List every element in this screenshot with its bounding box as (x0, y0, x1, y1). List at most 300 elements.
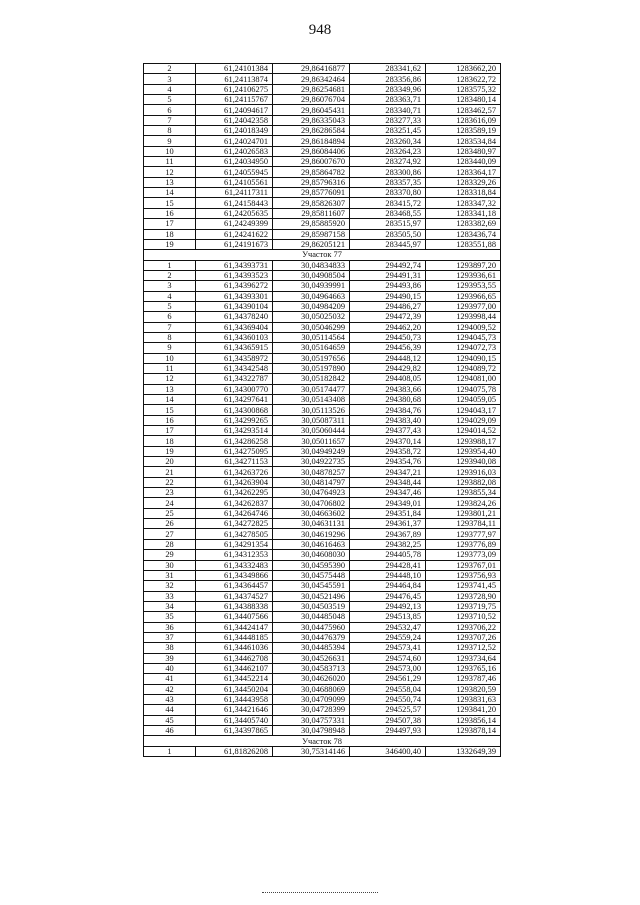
coordinate-cell: 61,24113874 (196, 74, 273, 84)
coordinate-cell: 283370,80 (350, 188, 426, 198)
coordinate-cell: 283515,97 (350, 219, 426, 229)
coordinate-cell: 61,34262295 (196, 488, 273, 498)
point-number-cell: 36 (144, 622, 196, 632)
coordinate-cell: 1293820,59 (426, 684, 501, 694)
point-number-cell: 8 (144, 126, 196, 136)
coordinate-cell: 294532,47 (350, 622, 426, 632)
coordinate-cell: 283357,35 (350, 177, 426, 187)
point-number-cell: 17 (144, 219, 196, 229)
table-row (144, 570, 501, 580)
point-number-cell: 45 (144, 715, 196, 725)
coordinate-cell: 29,85811607 (273, 208, 350, 218)
coordinate-cell: 61,34448185 (196, 632, 273, 642)
table-row (144, 188, 501, 198)
coordinate-cell: 30,04526631 (273, 653, 350, 663)
coordinate-cell: 30,04485394 (273, 643, 350, 653)
coordinate-cell: 294380,68 (350, 395, 426, 405)
table-row (144, 332, 501, 342)
coordinate-cell: 1293741,45 (426, 581, 501, 591)
coordinate-cell: 61,34360103 (196, 332, 273, 342)
coordinate-cell: 294559,24 (350, 632, 426, 642)
point-number-cell: 31 (144, 570, 196, 580)
coordinate-cell: 30,04834833 (273, 260, 350, 270)
point-number-cell: 41 (144, 674, 196, 684)
coordinate-cell: 61,81826208 (196, 746, 273, 756)
coordinate-cell: 61,34349866 (196, 570, 273, 580)
coordinate-cell: 30,04595390 (273, 560, 350, 570)
point-number-cell: 44 (144, 705, 196, 715)
coordinate-cell: 61,34271153 (196, 457, 273, 467)
coordinate-cell: 61,34312353 (196, 550, 273, 560)
coordinate-cell: 30,04626020 (273, 674, 350, 684)
table-row (144, 384, 501, 394)
coordinate-cell: 1283318,84 (426, 188, 501, 198)
coordinate-cell: 29,85826307 (273, 198, 350, 208)
point-number-cell: 18 (144, 229, 196, 239)
coordinate-cell: 294561,29 (350, 674, 426, 684)
coordinate-cell: 29,86205121 (273, 239, 350, 249)
coordinate-cell: 30,04545591 (273, 581, 350, 591)
coordinate-cell: 30,05087311 (273, 415, 350, 425)
coordinate-cell: 29,86254681 (273, 84, 350, 94)
table-row (144, 146, 501, 156)
coordinate-cell: 30,04728399 (273, 705, 350, 715)
point-number-cell: 6 (144, 105, 196, 115)
coordinate-cell: 294408,05 (350, 374, 426, 384)
point-number-cell: 25 (144, 508, 196, 518)
coordinate-cell: 294448,10 (350, 570, 426, 580)
coordinate-cell: 61,24055945 (196, 167, 273, 177)
point-number-cell: 46 (144, 726, 196, 736)
table-row (144, 208, 501, 218)
coordinate-cell: 294348,44 (350, 477, 426, 487)
coordinate-cell: 30,04984209 (273, 301, 350, 311)
coordinate-cell: 61,34396272 (196, 281, 273, 291)
coordinate-cell: 30,05025032 (273, 312, 350, 322)
coordinate-cell: 61,34278505 (196, 529, 273, 539)
coordinate-cell: 1293706,22 (426, 622, 501, 632)
table-row (144, 281, 501, 291)
coordinate-cell: 61,24026583 (196, 146, 273, 156)
coordinate-cell: 1293878,14 (426, 726, 501, 736)
coordinate-cell: 30,04475960 (273, 622, 350, 632)
coordinate-cell: 294450,73 (350, 332, 426, 342)
coordinate-cell: 1293784,11 (426, 519, 501, 529)
table-row (144, 198, 501, 208)
coordinate-cell: 61,34393731 (196, 260, 273, 270)
coordinate-cell: 61,24205635 (196, 208, 273, 218)
coordinate-cell: 1293841,20 (426, 705, 501, 715)
coordinate-cell: 294558,04 (350, 684, 426, 694)
point-number-cell: 1 (144, 260, 196, 270)
table-row (144, 446, 501, 456)
coordinate-cell: 61,34262837 (196, 498, 273, 508)
coordinate-cell: 346400,40 (350, 746, 426, 756)
point-number-cell: 17 (144, 426, 196, 436)
coordinate-cell: 61,34322787 (196, 374, 273, 384)
coordinate-cell: 30,05197656 (273, 353, 350, 363)
table-row (144, 539, 501, 549)
coordinate-cell: 294351,84 (350, 508, 426, 518)
point-number-cell: 9 (144, 136, 196, 146)
coordinate-cell: 1293710,52 (426, 612, 501, 622)
coordinate-cell: 294384,76 (350, 405, 426, 415)
point-number-cell: 34 (144, 601, 196, 611)
table-row (144, 177, 501, 187)
table-row (144, 343, 501, 353)
coordinate-cell: 294383,40 (350, 415, 426, 425)
coordinate-cell: 61,34365915 (196, 343, 273, 353)
point-number-cell: 15 (144, 198, 196, 208)
coordinate-cell: 30,04949249 (273, 446, 350, 456)
coordinate-cell: 61,24115767 (196, 95, 273, 105)
coordinate-cell: 1294081,00 (426, 374, 501, 384)
section-header-row (144, 250, 501, 260)
coordinate-cell: 29,85864782 (273, 167, 350, 177)
table-row (144, 239, 501, 249)
coordinate-cell: 61,34275095 (196, 446, 273, 456)
coordinate-cell: 61,34358972 (196, 353, 273, 363)
coordinate-cell: 294347,46 (350, 488, 426, 498)
coordinate-cell: 61,34332483 (196, 560, 273, 570)
table-row (144, 674, 501, 684)
coordinate-cell: 1332649,39 (426, 746, 501, 756)
coordinate-cell: 61,34272825 (196, 519, 273, 529)
coordinate-cell: 1283382,69 (426, 219, 501, 229)
coordinate-cell: 61,34291354 (196, 539, 273, 549)
coordinate-cell: 1293966,65 (426, 291, 501, 301)
coordinate-cell: 294456,39 (350, 343, 426, 353)
coordinate-cell: 30,04663602 (273, 508, 350, 518)
coordinate-cell: 294507,38 (350, 715, 426, 725)
coordinate-cell: 1294072,73 (426, 343, 501, 353)
coordinate-cell: 61,34297641 (196, 395, 273, 405)
coordinate-cell: 1283329,26 (426, 177, 501, 187)
coordinate-cell: 61,34462107 (196, 663, 273, 673)
coordinate-cell: 294497,93 (350, 726, 426, 736)
coordinate-cell: 283341,62 (350, 64, 426, 74)
coordinate-cell: 30,04485048 (273, 612, 350, 622)
table-row (144, 322, 501, 332)
coordinate-cell: 61,24105561 (196, 177, 273, 187)
point-number-cell: 3 (144, 74, 196, 84)
coordinate-cell: 294472,39 (350, 312, 426, 322)
point-number-cell: 7 (144, 322, 196, 332)
coordinate-cell: 30,04575448 (273, 570, 350, 580)
coordinate-cell: 294428,41 (350, 560, 426, 570)
coordinate-cell: 1283622,72 (426, 74, 501, 84)
coordinate-cell: 30,04503519 (273, 601, 350, 611)
coordinate-cell: 29,86416877 (273, 64, 350, 74)
point-number-cell: 32 (144, 581, 196, 591)
table-row (144, 726, 501, 736)
table-row (144, 353, 501, 363)
coordinate-cell: 61,34264746 (196, 508, 273, 518)
coordinate-cell: 1293936,61 (426, 270, 501, 280)
coordinate-cell: 1294045,73 (426, 332, 501, 342)
point-number-cell: 7 (144, 115, 196, 125)
coordinate-cell: 30,05197890 (273, 363, 350, 373)
point-number-cell: 4 (144, 291, 196, 301)
coordinate-cell: 61,24034950 (196, 157, 273, 167)
table-row (144, 260, 501, 270)
coordinate-cell: 30,05046299 (273, 322, 350, 332)
table-row (144, 705, 501, 715)
coordinate-cell: 294429,82 (350, 363, 426, 373)
section-title: Участок 77 (144, 250, 501, 260)
point-number-cell: 10 (144, 353, 196, 363)
coordinate-cell: 1283575,32 (426, 84, 501, 94)
point-number-cell: 11 (144, 157, 196, 167)
coordinate-cell: 283505,50 (350, 229, 426, 239)
coordinate-cell: 61,34397865 (196, 726, 273, 736)
coordinate-cell: 1294090,15 (426, 353, 501, 363)
coordinate-cell: 1283364,17 (426, 167, 501, 177)
coordinate-cell: 294361,37 (350, 519, 426, 529)
coordinate-cell: 1293776,89 (426, 539, 501, 549)
coordinate-cell: 30,04878257 (273, 467, 350, 477)
table-row (144, 157, 501, 167)
table-row (144, 632, 501, 642)
coordinate-cell: 30,05143408 (273, 395, 350, 405)
table-row (144, 477, 501, 487)
coordinate-cell: 61,24191673 (196, 239, 273, 249)
coordinate-cell: 29,86007670 (273, 157, 350, 167)
table-row (144, 519, 501, 529)
table-row (144, 291, 501, 301)
coordinate-cell: 283340,71 (350, 105, 426, 115)
coordinate-cell: 1293977,00 (426, 301, 501, 311)
coordinate-cell: 29,85885920 (273, 219, 350, 229)
coordinate-cell: 1283616,09 (426, 115, 501, 125)
table-row (144, 663, 501, 673)
coordinate-cell: 29,86076704 (273, 95, 350, 105)
coordinate-cell: 1293831,63 (426, 694, 501, 704)
coordinate-cell: 30,75314146 (273, 746, 350, 756)
coordinate-cell: 1293728,90 (426, 591, 501, 601)
coordinate-cell: 29,85776091 (273, 188, 350, 198)
coordinate-cell: 30,04608030 (273, 550, 350, 560)
coordinate-cell: 61,34286258 (196, 436, 273, 446)
point-number-cell: 39 (144, 653, 196, 663)
coordinate-cell: 294476,45 (350, 591, 426, 601)
coordinate-cell: 30,04521496 (273, 591, 350, 601)
coordinate-cell: 29,86184894 (273, 136, 350, 146)
coordinate-cell: 1283534,84 (426, 136, 501, 146)
coordinate-cell: 61,34421646 (196, 705, 273, 715)
coordinate-cell: 61,34461036 (196, 643, 273, 653)
coordinate-cell: 30,05113526 (273, 405, 350, 415)
coordinate-cell: 283277,33 (350, 115, 426, 125)
point-number-cell: 10 (144, 146, 196, 156)
point-number-cell: 3 (144, 281, 196, 291)
table-row (144, 374, 501, 384)
coordinate-cell: 61,34300770 (196, 384, 273, 394)
coordinate-cell: 283251,45 (350, 126, 426, 136)
point-number-cell: 8 (144, 332, 196, 342)
coordinate-cell: 1293712,52 (426, 643, 501, 653)
table-row (144, 601, 501, 611)
coordinate-cell: 61,24241622 (196, 229, 273, 239)
coordinate-cell: 1293856,14 (426, 715, 501, 725)
point-number-cell: 14 (144, 395, 196, 405)
coordinate-cell: 1293767,01 (426, 560, 501, 570)
coordinate-cell: 29,86342464 (273, 74, 350, 84)
coordinate-cell: 61,34424147 (196, 622, 273, 632)
point-number-cell: 18 (144, 436, 196, 446)
coordinate-cell: 283349,96 (350, 84, 426, 94)
coordinate-cell: 1293824,26 (426, 498, 501, 508)
coordinate-cell: 294382,25 (350, 539, 426, 549)
point-number-cell: 24 (144, 498, 196, 508)
coordinate-cell: 30,04688069 (273, 684, 350, 694)
table-row (144, 622, 501, 632)
coordinate-cell: 61,34407566 (196, 612, 273, 622)
coordinate-cell: 1294089,72 (426, 363, 501, 373)
point-number-cell: 16 (144, 208, 196, 218)
table-row (144, 694, 501, 704)
coordinate-cell: 61,34393523 (196, 270, 273, 280)
coordinate-cell: 1294043,17 (426, 405, 501, 415)
coordinate-cell: 30,04764923 (273, 488, 350, 498)
coordinate-cell: 30,05011657 (273, 436, 350, 446)
table-row (144, 415, 501, 425)
coordinate-cell: 1294009,52 (426, 322, 501, 332)
coordinate-cell: 294347,21 (350, 467, 426, 477)
coordinate-cell: 1293787,46 (426, 674, 501, 684)
table-row (144, 74, 501, 84)
coordinate-cell: 1294075,78 (426, 384, 501, 394)
coordinate-cell: 30,05114564 (273, 332, 350, 342)
coordinate-cell: 1293954,40 (426, 446, 501, 456)
table-row (144, 426, 501, 436)
coordinate-cell: 30,04964663 (273, 291, 350, 301)
coordinate-cell: 1293777,97 (426, 529, 501, 539)
coordinate-cell: 1293953,55 (426, 281, 501, 291)
coordinate-cell: 30,04631131 (273, 519, 350, 529)
coordinate-cell: 294462,20 (350, 322, 426, 332)
point-number-cell: 6 (144, 312, 196, 322)
coordinates-table-body (144, 64, 501, 757)
coordinate-cell: 294354,76 (350, 457, 426, 467)
table-row (144, 560, 501, 570)
point-number-cell: 5 (144, 95, 196, 105)
coordinate-cell: 29,86335043 (273, 115, 350, 125)
point-number-cell: 20 (144, 457, 196, 467)
point-number-cell: 22 (144, 477, 196, 487)
coordinate-cell: 61,34393301 (196, 291, 273, 301)
coordinate-cell: 30,04619296 (273, 529, 350, 539)
coordinate-cell: 1283347,32 (426, 198, 501, 208)
coordinate-cell: 1293734,64 (426, 653, 501, 663)
point-number-cell: 30 (144, 560, 196, 570)
table-row (144, 95, 501, 105)
coordinate-cell: 1293719,75 (426, 601, 501, 611)
coordinate-cell: 294525,57 (350, 705, 426, 715)
table-row (144, 105, 501, 115)
table-row (144, 395, 501, 405)
coordinate-cell: 61,24101384 (196, 64, 273, 74)
coordinate-cell: 283415,72 (350, 198, 426, 208)
coordinate-cell: 1283589,19 (426, 126, 501, 136)
point-number-cell: 4 (144, 84, 196, 94)
coordinate-cell: 294377,43 (350, 426, 426, 436)
coordinate-cell: 61,34263904 (196, 477, 273, 487)
coordinate-cell: 29,85796316 (273, 177, 350, 187)
coordinate-cell: 30,04757331 (273, 715, 350, 725)
point-number-cell: 19 (144, 446, 196, 456)
coordinate-cell: 61,34388338 (196, 601, 273, 611)
coordinate-cell: 61,34299265 (196, 415, 273, 425)
point-number-cell: 23 (144, 488, 196, 498)
table-row (144, 270, 501, 280)
section-title: Участок 78 (144, 736, 501, 746)
table-row (144, 312, 501, 322)
table-row (144, 488, 501, 498)
coordinate-cell: 61,34293514 (196, 426, 273, 436)
coordinate-cell: 1283662,20 (426, 64, 501, 74)
table-row (144, 653, 501, 663)
coordinate-cell: 30,05060444 (273, 426, 350, 436)
coordinate-cell: 1293855,34 (426, 488, 501, 498)
coordinate-cell: 294574,60 (350, 653, 426, 663)
point-number-cell: 27 (144, 529, 196, 539)
table-row (144, 715, 501, 725)
coordinate-cell: 1283436,74 (426, 229, 501, 239)
coordinate-cell: 283264,23 (350, 146, 426, 156)
coordinate-cell: 283356,86 (350, 74, 426, 84)
table-row (144, 64, 501, 74)
coordinate-cell: 61,24249399 (196, 219, 273, 229)
coordinate-cell: 294486,27 (350, 301, 426, 311)
point-number-cell: 40 (144, 663, 196, 673)
table-row (144, 529, 501, 539)
coordinate-cell: 1293765,16 (426, 663, 501, 673)
coordinate-cell: 283260,34 (350, 136, 426, 146)
coordinate-cell: 30,04939991 (273, 281, 350, 291)
table-row (144, 498, 501, 508)
coordinate-cell: 61,34405740 (196, 715, 273, 725)
coordinate-cell: 294513,85 (350, 612, 426, 622)
coordinate-cell: 294367,89 (350, 529, 426, 539)
coordinate-cell: 61,34390104 (196, 301, 273, 311)
table-row (144, 436, 501, 446)
point-number-cell: 5 (144, 301, 196, 311)
table-row (144, 612, 501, 622)
coordinate-cell: 294492,74 (350, 260, 426, 270)
coordinate-cell: 29,86084406 (273, 146, 350, 156)
coordinate-cell: 61,24042358 (196, 115, 273, 125)
coordinate-cell: 294464,84 (350, 581, 426, 591)
table-row (144, 746, 501, 756)
table-row (144, 219, 501, 229)
coordinate-cell: 294550,74 (350, 694, 426, 704)
coordinate-cell: 30,05174477 (273, 384, 350, 394)
point-number-cell: 2 (144, 64, 196, 74)
coordinate-cell: 283468,55 (350, 208, 426, 218)
table-row (144, 508, 501, 518)
coordinate-cell: 61,24158443 (196, 198, 273, 208)
coordinate-cell: 61,24117311 (196, 188, 273, 198)
point-number-cell: 9 (144, 343, 196, 353)
table-row (144, 684, 501, 694)
point-number-cell: 11 (144, 363, 196, 373)
point-number-cell: 13 (144, 177, 196, 187)
coordinate-cell: 283363,71 (350, 95, 426, 105)
coordinate-cell: 61,34342548 (196, 363, 273, 373)
point-number-cell: 29 (144, 550, 196, 560)
coordinate-cell: 29,85987158 (273, 229, 350, 239)
